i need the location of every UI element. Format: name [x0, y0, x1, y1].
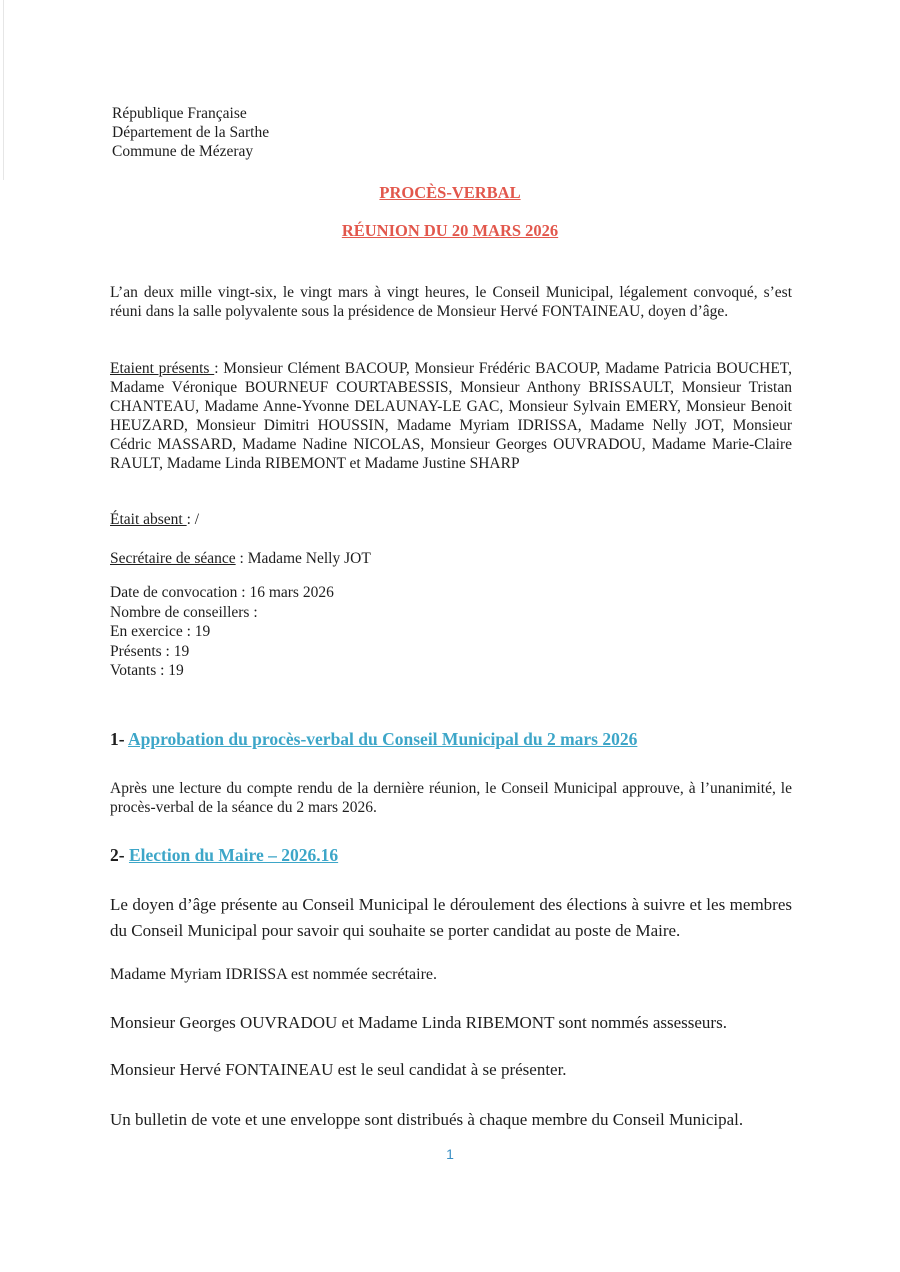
meeting-title: RÉUNION DU 20 MARS 2026 [341, 221, 559, 240]
header-commune: Commune de Mézeray [112, 143, 254, 160]
section-2-intro: Le doyen d’âge présente au Conseil Municipal le déroulement des élections à suivre et les membres du Conseil Municipal pour savoir qui souhaite se porter candidat au poste de Maire. [110, 895, 792, 940]
scan-edge-line [3, 0, 4, 180]
section-1-heading [110, 729, 637, 750]
section-2-assessors: Monsieur Georges OUVRADOU et Madame Linda RIBEMONT sont nommés assesseurs. [110, 1013, 727, 1032]
intro-paragraph: L’an deux mille vingt-six, le vingt mars à vingt heures, le Conseil Municipal, légalement convoqué, s’est réuni dans la salle polyvalente sous la présidence de Monsieur Hervé FONTAINEAU, doyen d’âge. [110, 284, 792, 320]
section-1-title[interactable]: Approbation du procès-verbal du Conseil Municipal du 2 mars 2026 [128, 729, 638, 749]
page-number: 1 [446, 1146, 454, 1162]
absent-line [110, 510, 199, 529]
header-country: République Française [112, 105, 247, 122]
document-header [112, 104, 269, 161]
section-1-number: 1- [110, 729, 128, 749]
document-title: PROCÈS-VERBAL [379, 183, 521, 202]
councillors-label: Nombre de conseillers : [110, 603, 258, 621]
present-list: : Monsieur Clément BACOUP, Monsieur Frédéric BACOUP, Madame Patricia BOUCHET, Madame Véronique BOURNEUF COURTABESSIS, Monsieur Anthony BRISSAULT, Monsieur Tristan CHANTEAU, Madame Anne-Yvonne DELAUNAY-LE GAC, Monsieur Sylvain EMERY, Monsieur Benoit HEUZARD, Monsieur Dimitri HOUSSIN, Madame Myriam IDRISSA, Madame Nelly JOT, Monsieur Cédric MASSARD, Madame Nadine NICOLAS, Monsieur Georges OUVRADOU, Madame Marie-Claire RAULT, Madame Linda RIBEMONT et Madame Justine SHARP [110, 360, 792, 472]
absent-label: Était absent [110, 511, 187, 528]
secretary-value: : Madame Nelly JOT [235, 550, 371, 567]
absent-value: : / [186, 511, 200, 528]
secretary-line [110, 549, 371, 568]
present-label: Etaient présents [110, 360, 215, 377]
voters-count: Votants : 19 [110, 662, 184, 679]
convocation-date: Date de convocation : 16 mars 2026 [110, 584, 334, 601]
attendance-paragraph [110, 359, 792, 473]
header-department: Département de la Sarthe [112, 124, 270, 141]
section-1-text: Après une lecture du compte rendu de la dernière réunion, le Conseil Municipal approuve, à l’unanimité, le procès-verbal de la séance du 2 mars 2026. [110, 780, 792, 816]
section-2-title[interactable]: Election du Maire – 2026.16 [128, 845, 339, 865]
council-stats [110, 583, 334, 681]
section-2-heading [110, 845, 338, 866]
section-2-ballot: Un bulletin de vote et une enveloppe sont distribués à chaque membre du Conseil Municipal. [110, 1110, 744, 1129]
section-2-number: 2- [110, 845, 129, 865]
section-2-secretary: Madame Myriam IDRISSA est nommée secrétaire. [110, 966, 438, 983]
in-office-count: En exercice : 19 [110, 623, 211, 640]
secretary-label: Secrétaire de séance [110, 550, 236, 567]
section-2-candidate: Monsieur Hervé FONTAINEAU est le seul candidat à se présenter. [110, 1060, 567, 1079]
present-count: Présents : 19 [110, 642, 190, 660]
